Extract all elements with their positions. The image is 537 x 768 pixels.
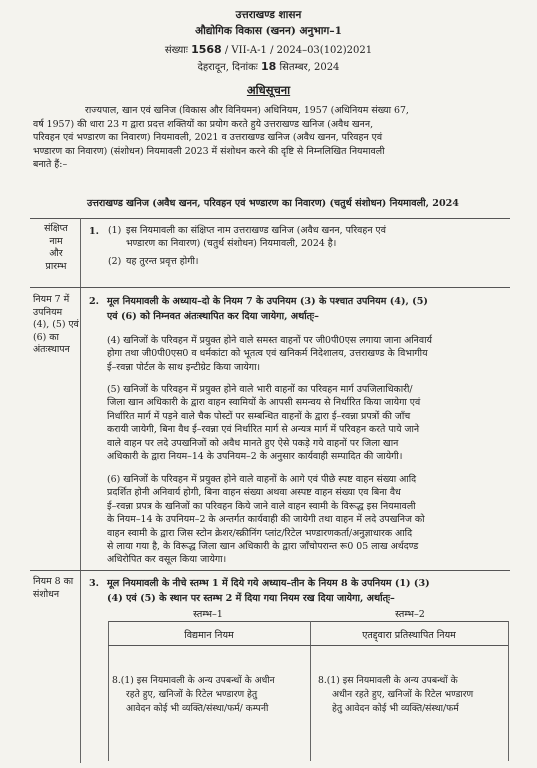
- column1-label: स्तम्भ–1: [193, 609, 223, 620]
- item-number: (2): [108, 255, 122, 267]
- intro-line: (4) एवं (5) के स्थान पर स्तम्भ 2 में दिया गया नियम रख दिया जायेगा, अर्थात्ः–: [107, 592, 395, 604]
- para-line: के नियम–14 के उपनियम–2 के अन्तर्गत कार्यवाही की जायेगी तथा वाहन में लदे उपखनिज को: [107, 514, 425, 526]
- cell-line: 8.(1) इस नियमावली के अन्य उपबन्धों के अधीन: [112, 675, 275, 686]
- table-column-divider: [310, 621, 311, 761]
- section3-number: 3.: [89, 578, 100, 589]
- side-heading-line: उपनियम: [33, 306, 63, 318]
- section2-number: 2.: [89, 296, 100, 307]
- item-number: (1): [108, 225, 122, 236]
- para-line: ई–रवन्ना पोर्टल के साथ इन्टीग्रेट किया जायेगा।: [107, 361, 261, 373]
- divider: [30, 218, 510, 219]
- para-line: प्रदर्शित होनी अनिवार्य होगी, बिना वाहन संख्या अथवा अस्पष्ट वाहन संख्या एव बिना वैध: [107, 487, 401, 499]
- cell-line: आवेदन कोई भी व्यक्ति/संस्था/फर्म/ कम्पनी: [126, 703, 269, 714]
- preamble-line: भण्डारण का निवारण) (संशोधन) नियमावली 2023 में संशोधन करने की दृष्टि से निम्नलिखित नियमावली: [33, 145, 385, 157]
- column1-heading: विद्यमान नियम: [184, 630, 234, 641]
- preamble-line: बनाते हैं:–: [33, 159, 68, 171]
- column2-heading: एतद्द्वारा प्रतिस्थापित नियम: [362, 630, 456, 641]
- para-line: ई–रवन्ना प्रपत्र के खनिजों का परिवहन किये जाने वाले वाहन स्वामी के विरूद्ध इस नियमावली: [107, 500, 416, 512]
- para-line: होगा तथा जी0पी0एस0 व धर्मकांटा को भूतत्व एवं खनिकर्म निदेशालय, उत्तराखण्ड के विभागीय: [107, 348, 428, 360]
- table-border-top: [108, 621, 508, 622]
- section3-side-heading: [33, 576, 79, 601]
- column1-cell: [112, 674, 308, 716]
- number-rest: / VII-A-1 / 2024–03(102)2021: [224, 45, 373, 56]
- item-line: यह तुरन्त प्रवृत्त होगी।: [126, 255, 199, 267]
- preamble: [33, 104, 505, 172]
- para-line: जिला खान अधिकारी के द्वारा वाहन स्वामियों के आपसी समन्वय से निर्धारित किया जायेगा एवं: [107, 397, 421, 409]
- section1-body: [108, 224, 508, 268]
- side-heading-line: संक्षिप्त: [44, 223, 68, 234]
- handwritten-number: 1568: [191, 43, 222, 56]
- divider: [30, 570, 510, 571]
- handwritten-day: 18: [261, 60, 277, 73]
- item-line: भण्डारण का निवारण) (चतुर्थ संशोधन) नियमावली, 2024 है।: [126, 238, 337, 250]
- letter-date: [0, 59, 537, 73]
- department-name: औद्योगिक विकास (खनन) अनुभाग–1: [195, 25, 342, 37]
- para-line: वाहन स्वामी के द्वारा जिस स्टोन क्रेशर/स्क्रीनिंग प्लांट/रिटेल भण्डारणकर्ता/अनुज्ञाधारक आदि: [107, 527, 413, 539]
- side-heading-line: संशोधन: [33, 588, 60, 600]
- cell-line: 8.(1) इस नियमावली के अन्य उपबन्धों के: [318, 675, 458, 686]
- table-border-right: [508, 621, 509, 761]
- para-line: (6) खनिजों के परिवहन में प्रयुक्त होने वाले वाहनों के आगे एवं पीछे स्पष्ट वाहन संख्या आदि: [107, 474, 417, 485]
- side-heading-line: नाम: [49, 235, 63, 247]
- section2-intro: [107, 295, 509, 324]
- rules-title: उत्तराखण्ड खनिज (अवैध खनन, परिवहन एवं भण्डारण का निवारण) (चतुर्थ संशोधन) नियमावली, 2024: [87, 198, 459, 209]
- para-line: करायी जायेगी, बिना वैध ई–रवन्ना एवं निर्धारित मार्ग से अन्यत्र मार्ग में परिवहन करते पाये जाने: [107, 424, 420, 436]
- side-heading-line: नियम 8 का: [33, 576, 74, 587]
- table-border-left: [108, 621, 109, 761]
- item-line: इस नियमावली का संक्षिप्त नाम उत्तराखण्ड खनिज (अवैध खनन, परिवहन एवं: [126, 225, 386, 236]
- section1-item: [108, 255, 508, 268]
- section1-item: [108, 224, 508, 251]
- side-column-divider: [80, 218, 81, 763]
- cell-line: अधीन रहते हुए, खनिजों के रिटेल भण्डारण: [332, 689, 474, 700]
- number-label: संख्याः: [164, 45, 188, 56]
- preamble-line: वर्ष 1957) की धारा 23 ग द्वारा प्रदत्त शक्तियों का प्रयोग करते हुये उत्तराखण्ड खनिज (अवैध खनन,: [33, 118, 374, 130]
- column2-label: स्तम्भ–2: [395, 609, 425, 620]
- government-name: उत्तराखण्ड शासन: [235, 9, 302, 21]
- table-header-divider: [108, 645, 508, 646]
- side-heading-line: (6) का: [33, 331, 59, 343]
- section2-para5: [107, 383, 509, 463]
- preamble-line: राज्यपाल, खान एवं खनिज (विकास और विनियमन) अधिनियम, 1957 (अधिनियम संख्या 67,: [85, 105, 409, 116]
- intro-line: एवं (6) को निम्नवत अंतःस्थापित कर दिया जायेगा, अर्थात्ः–: [107, 310, 319, 322]
- column2-cell: [318, 674, 506, 716]
- para-line: अधिकारी के द्वारा नियम–14 के उपनियम–2 के अनुसार कार्यवाही सम्पादित की जायेगी।: [107, 451, 403, 463]
- side-heading-line: (4), (5) एवं: [33, 319, 79, 331]
- para-line: निर्धारित मार्ग में पड़ने वाले चैक पोस्टों पर सम्बन्धित वाहनों के द्वारा ई–रवन्ना प्रपत्रों की जाँच: [107, 410, 411, 422]
- cell-line: हेतु आवेदन कोई भी व्यक्ति/संस्था/फर्म: [332, 703, 459, 714]
- para-line: (5) खनिजों के परिवहन में प्रयुक्त होने वाले भारी वाहनों का परिवहन मार्ग उपजिलाधिकारी/: [107, 384, 413, 395]
- divider: [30, 287, 510, 288]
- para-line: अधिरोपित कर वसूल किया जायेगा।: [107, 554, 227, 566]
- side-heading-line: और: [49, 248, 63, 260]
- date-prefix: देहरादून, दिनांकः: [197, 62, 258, 73]
- side-heading-line: अंतःस्थापन: [33, 344, 70, 356]
- para-line: वाले वाहन पर लदे उपखनिजों को अवैध मानते हुए ऐसे पकड़े गये वाहनों पर जिला खान: [107, 437, 399, 449]
- section2-side-heading: [33, 294, 79, 357]
- notification-title: अधिसूचना: [246, 83, 291, 97]
- section2-para6: [107, 473, 509, 567]
- section1-number: 1.: [89, 226, 100, 237]
- section2-para4: [107, 334, 509, 374]
- para-line: (4) खनिजों के परिवहन में प्रयुक्त होने वाले समस्त वाहनों पर जी0पी0एस लगाया जाना अनिवार्य: [107, 335, 432, 346]
- side-heading-line: नियम 7 में: [33, 294, 70, 305]
- para-line: से लाया गया है, के विरूद्ध जिला खान अधिकारी के द्वारा जाँचोपरान्त रू0 05 लाख अर्थदण्ड: [107, 541, 419, 553]
- intro-line: मूल नियमावली के अध्याय–दो के नियम 7 के उपनियम (3) के पश्चात उपनियम (4), (5): [107, 296, 428, 307]
- cell-line: रहते हुए, खनिजों के रिटेल भण्डारण हेतु: [126, 689, 258, 700]
- section1-side-heading: [34, 223, 78, 273]
- preamble-line: परिवहन एवं भण्डारण का निवारण) नियमावली, 2021 व उत्तराखण्ड खनिज (अवैध खनन, परिवहन एवं: [33, 132, 383, 144]
- side-heading-line: प्रारम्भ: [45, 260, 67, 272]
- intro-line: मूल नियमावली के नीचे स्तम्भ 1 में दिये गये अध्याय–तीन के नियम 8 के उपनियम (1) (3): [107, 578, 430, 589]
- date-rest: सितम्बर, 2024: [279, 62, 340, 73]
- section3-intro: [107, 577, 509, 606]
- letter-number: [0, 42, 537, 56]
